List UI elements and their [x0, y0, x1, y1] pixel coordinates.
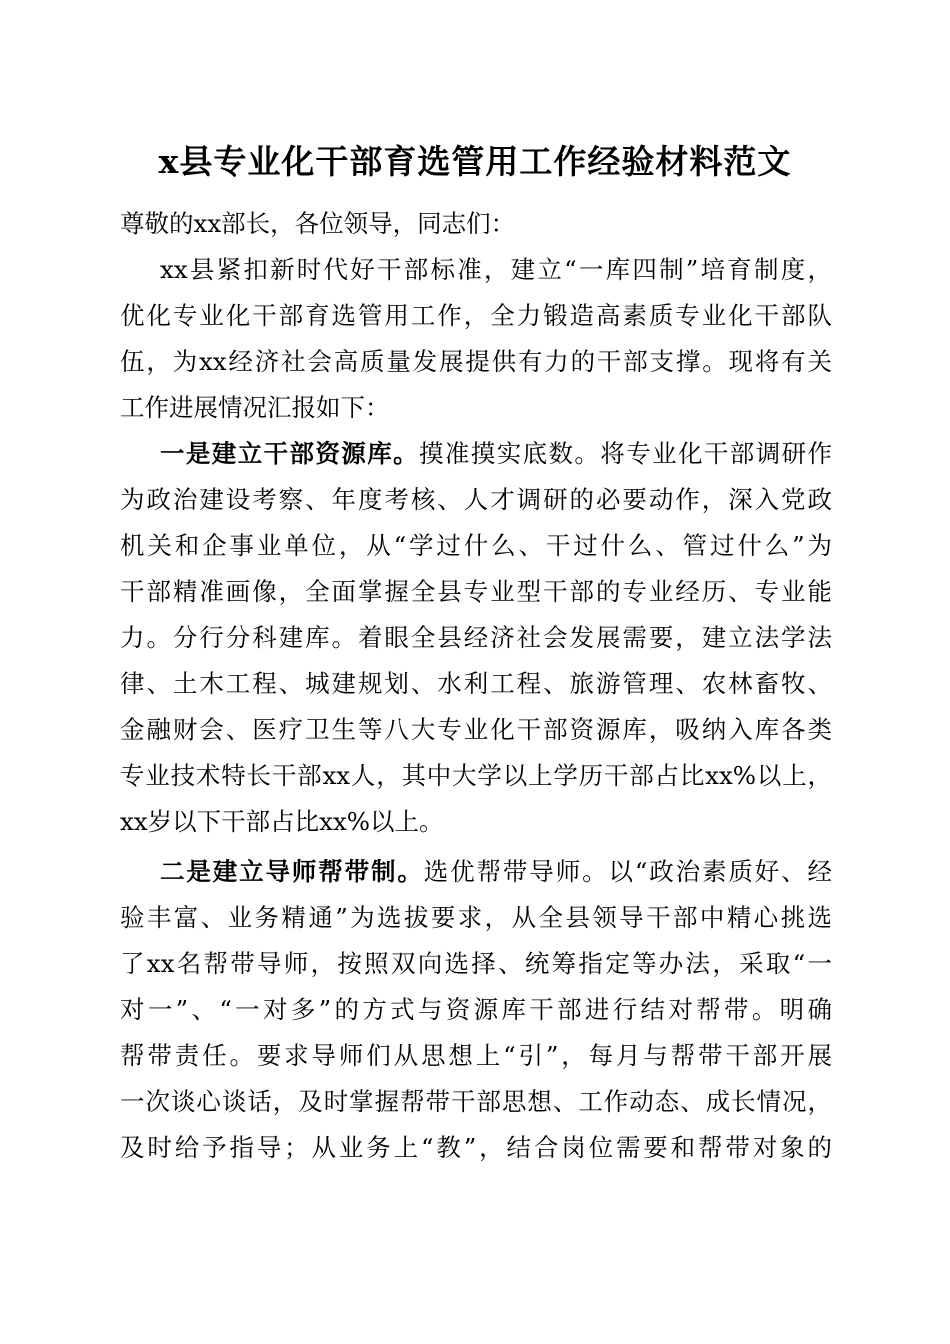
paragraph-line: 帮带责任。要求导师们从思想上“引”，每月与帮带干部开展	[120, 1041, 832, 1070]
paragraph-resource-pool	[120, 431, 832, 845]
paragraph-line: 专业技术特长干部xx人，其中大学以上学历干部占比xx%以上，	[120, 761, 832, 790]
paragraph-line: 工作进展情况汇报如下：	[120, 393, 390, 422]
paragraph-intro	[120, 247, 832, 431]
paragraph-line: 机关和企事业单位，从“学过什么、干过什么、管过什么”为	[120, 531, 832, 560]
paragraph-line: 优化专业化干部育选管用工作，全力锻造高素质专业化干部队	[120, 301, 832, 330]
paragraph-line: 干部精准画像，全面掌握全县专业型干部的专业经历、专业能	[120, 577, 832, 606]
paragraph-line: xx岁以下干部占比xx%以上。	[120, 807, 444, 836]
paragraph-line: 对一”、“一对多”的方式与资源库干部进行结对帮带。明确	[120, 995, 832, 1024]
section-heading: 一是建立干部资源库。	[160, 439, 419, 468]
salutation: 尊敬的xx部长，各位领导，同志们：	[120, 209, 516, 238]
document-title: x县专业化干部育选管用工作经验材料范文	[158, 142, 792, 181]
paragraph-text: 摸准摸实底数。将专业化干部调研作	[419, 439, 832, 468]
paragraph-line: 金融财会、医疗卫生等八大专业化干部资源库，吸纳入库各类	[120, 715, 832, 744]
paragraph-line: 验丰富、业务精通”为选拔要求，从全县领导干部中精心挑选	[120, 903, 832, 932]
paragraph-line: 一次谈心谈话，及时掌握帮带干部思想、工作动态、成长情况，	[120, 1087, 832, 1116]
paragraph-line	[120, 431, 832, 477]
paragraph-line	[120, 849, 832, 895]
paragraph-line: 及时给予指导；从业务上“教”，结合岗位需要和帮带对象的	[120, 1133, 832, 1162]
paragraph-text: 选优帮带导师。以“政治素质好、经	[423, 857, 833, 886]
paragraph-line: xx县紧扣新时代好干部标准，建立“一库四制”培育制度，	[160, 255, 832, 284]
paragraph-line: 力。分行分科建库。着眼全县经济社会发展需要，建立法学法	[120, 623, 832, 652]
paragraph-line: 了xx名帮带导师，按照双向选择、统筹指定等办法，采取“一	[120, 949, 832, 978]
document-body	[120, 201, 832, 1171]
paragraph-line: 为政治建设考察、年度考核、人才调研的必要动作，深入党政	[120, 485, 832, 514]
paragraph-line: 伍，为xx经济社会高质量发展提供有力的干部支撑。现将有关	[120, 347, 832, 376]
paragraph-line: 律、土木工程、城建规划、水利工程、旅游管理、农林畜牧、	[120, 669, 832, 698]
section-heading: 二是建立导师帮带制。	[160, 857, 424, 886]
paragraph-mentor-system	[120, 849, 832, 1171]
